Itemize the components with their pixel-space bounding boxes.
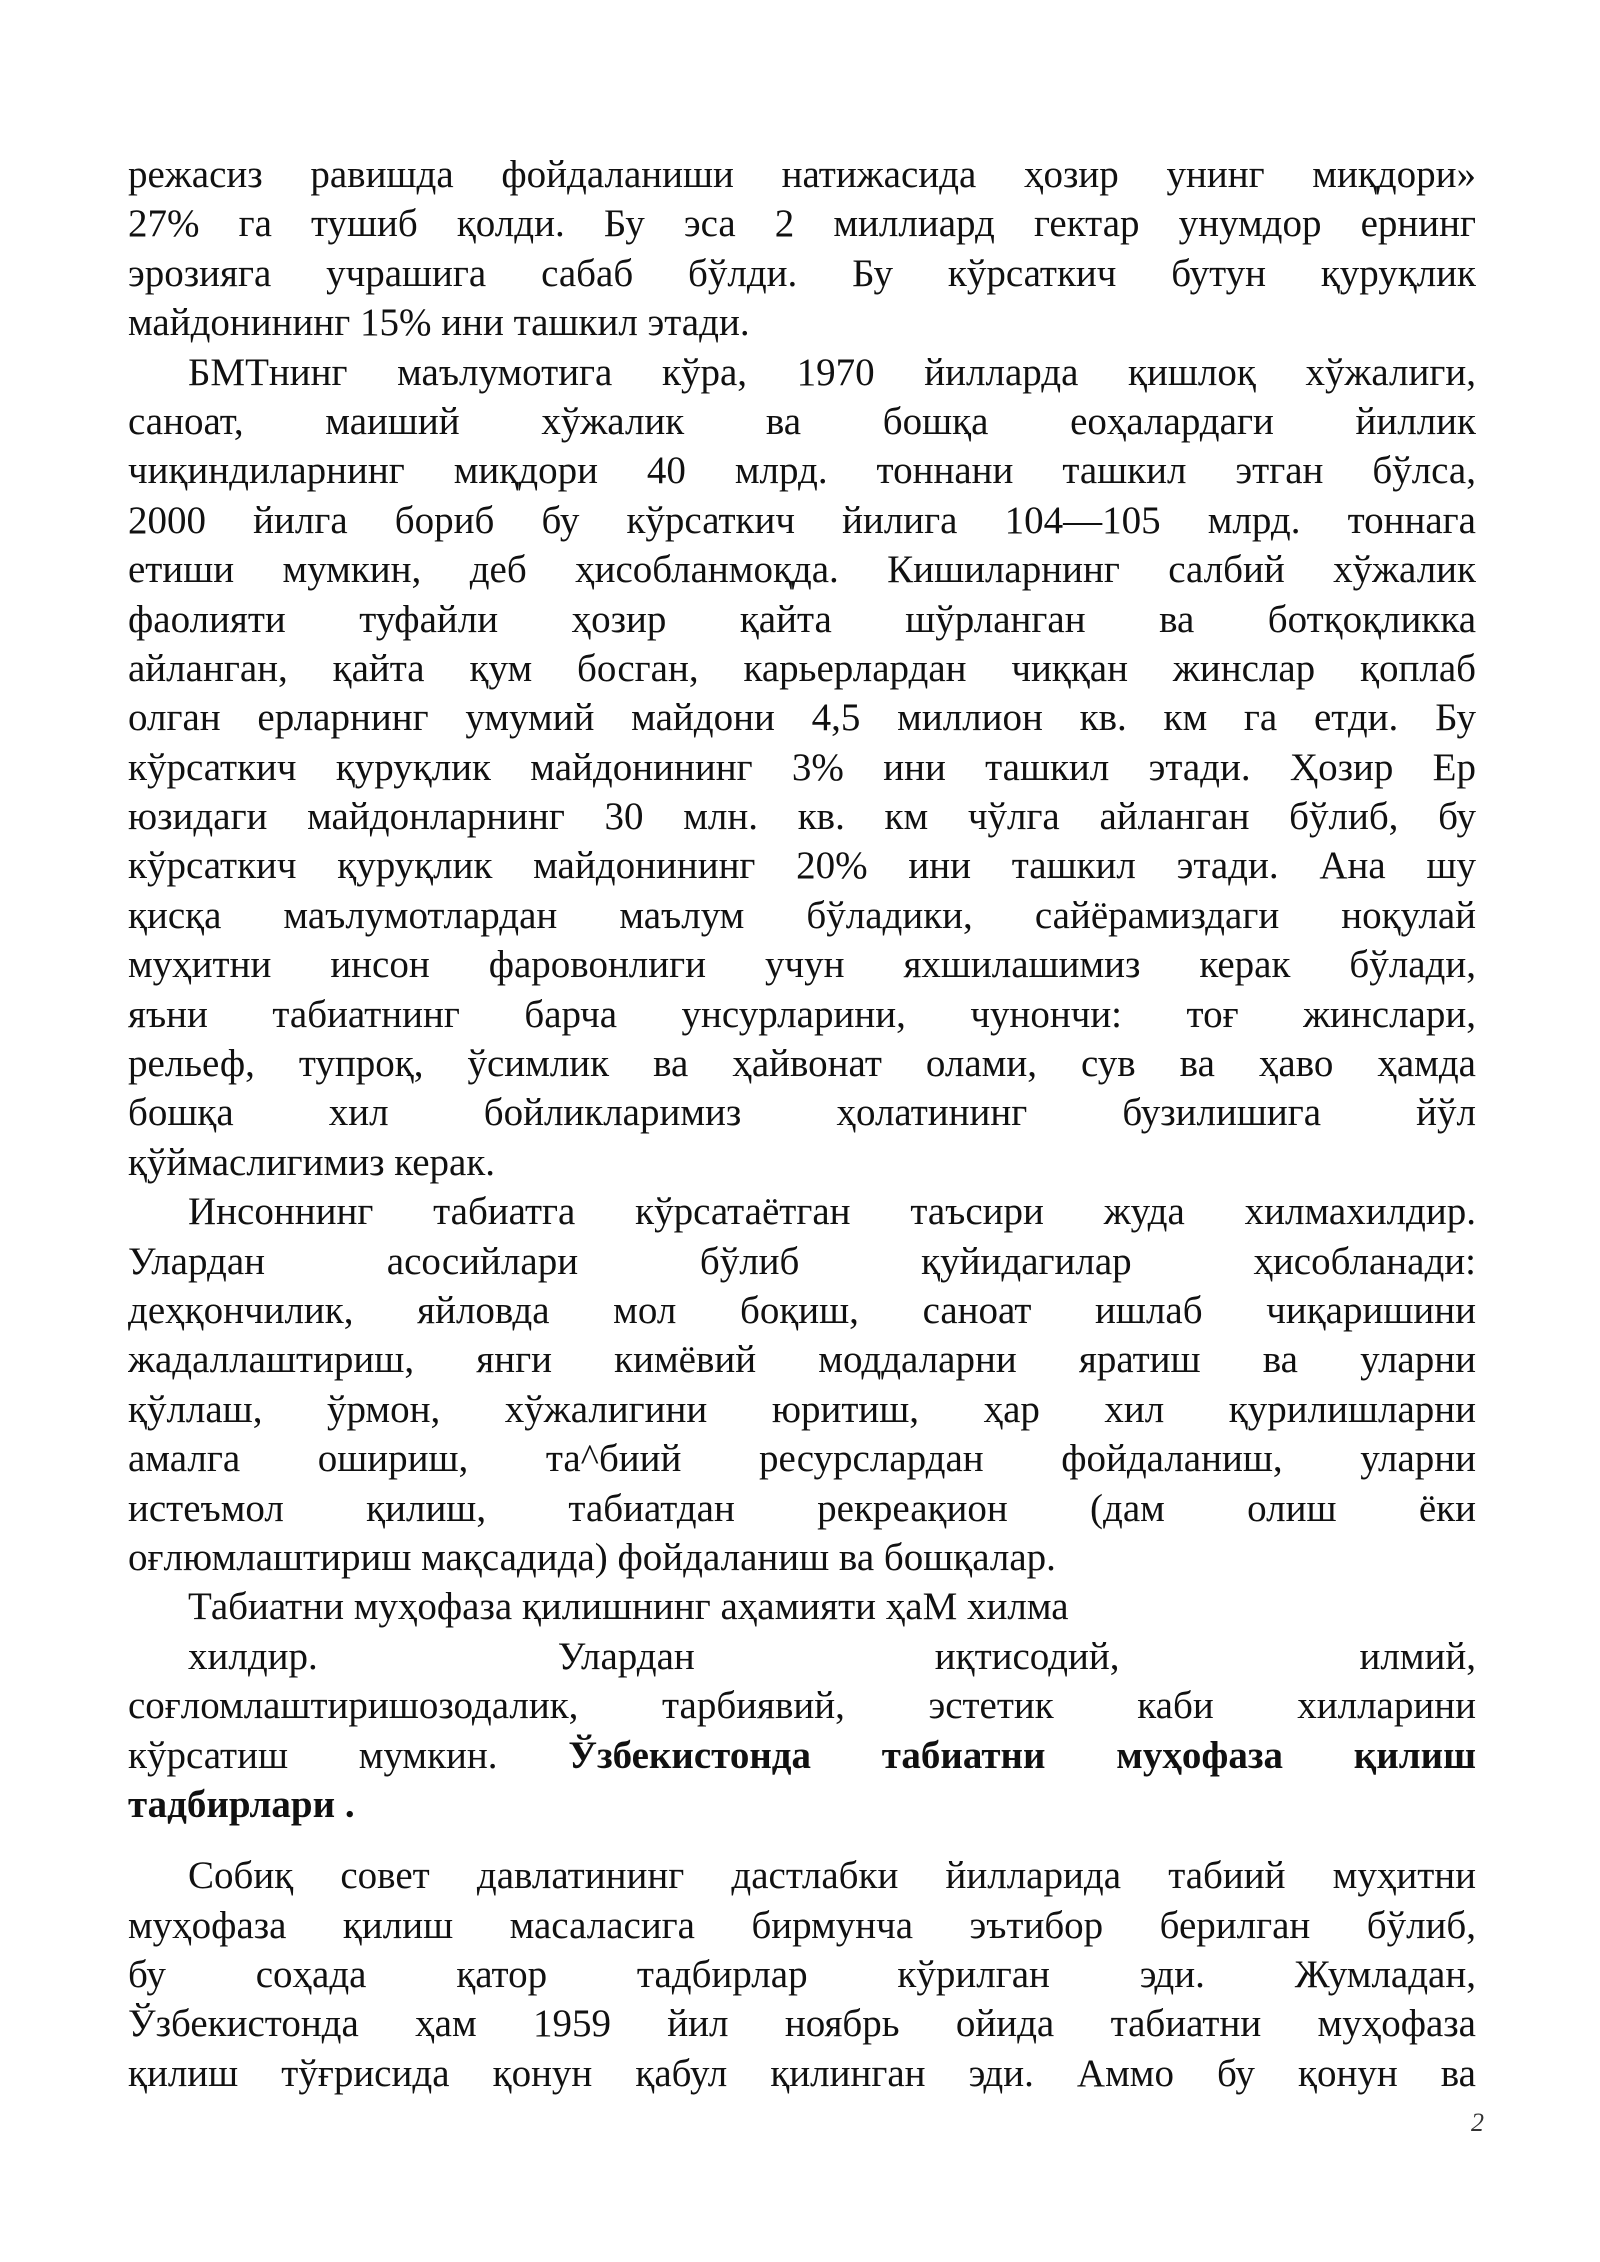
text-line: фаолияти туфайли ҳозир қайта шўрланган ва ботқоқликка [128, 597, 1476, 641]
text-line: муҳофаза қилиш масаласига бирмунча эътибор берилган бўлиб, [128, 1903, 1476, 1947]
text-line: Табиатни муҳофаза қилишнинг аҳамияти ҳаМ хилма [188, 1585, 1069, 1629]
text-line: қўймаслигимиз керак. [128, 1140, 496, 1184]
text-line: кўрсаткич қуруқлик майдонининг 20% ини ташкил этади. Ана шу [128, 844, 1476, 888]
text-line: рельеф, тупроқ, ўсимлик ва ҳайвонат олами, сув ва ҳаво ҳамда [128, 1042, 1476, 1086]
text-line: олган ерларнинг умумий майдони 4,5 миллион кв. км га етди. Бу [128, 696, 1476, 740]
text-line: қилиш тўғрисида қонун қабул қилинган эди. Аммо бу қонун ва [128, 2051, 1476, 2095]
text-line: саноат, маиший хўжалик ва бошқа еоҳалардаги йиллик [128, 399, 1476, 443]
text-line: чиқиндиларнинг миқдори 40 млрд. тоннани ташкил этган бўлса, [128, 449, 1476, 493]
text-line: айланган, қайта қум босган, карьерлардан чиққан жинслар қоплаб [128, 646, 1476, 690]
document-body [128, 150, 1476, 2098]
text-line: Инсоннинг табиатга кўрсатаётган таъсири жуда хилмахилдир. [188, 1190, 1476, 1234]
text-line: майдонининг 15% ини ташкил этади. [128, 301, 750, 345]
text-line: деҳқончилик, яйловда мол боқиш, саноат ишлаб чиқаришини [128, 1288, 1476, 1332]
text-run: кўрсатиш мумкин. [128, 1733, 498, 1777]
text-line: жадаллаштириш, янги кимёвий моддаларни яратиш ва уларни [128, 1338, 1476, 1382]
text-line: амалга ошириш, та^биий ресурслардан фойдаланиш, уларни [128, 1437, 1476, 1481]
text-line: муҳитни инсон фаровонлиги учун яхшилашимиз керак бўлади, [128, 943, 1476, 987]
text-line: қисқа маълумотлардан маълум бўладики, сайёрамиздаги ноқулай [128, 893, 1476, 937]
section-heading: Ўзбекистонда табиатни муҳофаза қилиш [568, 1733, 1476, 1777]
text-line: бу соҳада қатор тадбирлар кўрилган эди. Жумладан, [128, 1953, 1476, 1997]
text-line: бошқа хил бойликларимиз ҳолатининг бузилишига йўл [128, 1091, 1476, 1135]
text-line: яъни табиатнинг барча унсурларини, чунончи: тоғ жинслари, [128, 992, 1476, 1036]
text-line: Ўзбекистонда ҳам 1959 йил ноябрь ойида табиатни муҳофаза [128, 2002, 1476, 2046]
text-line: соғломлаштиришозодалик, тарбиявий, эстетик каби хилларини [128, 1684, 1476, 1728]
text-line: 27% га тушиб қолди. Бу эса 2 миллиард гектар унумдор ернинг [128, 202, 1476, 246]
text-line: эрозияга учрашига сабаб бўлди. Бу кўрсаткич бутун қуруқлик [128, 251, 1476, 295]
text-line: хилдир. Улардан иқтисодий, илмий, [188, 1634, 1476, 1678]
text-line: Улардан асосийлари бўлиб қуйидагилар ҳисобланади: [128, 1239, 1476, 1283]
page-number: 2 [1471, 2108, 1484, 2137]
text-line [128, 1731, 1476, 1780]
section-heading-end: тадбирлари . [128, 1782, 355, 1826]
text-line: режасиз равишда фойдаланиши натижасида ҳозир унинг миқдори» [128, 153, 1476, 196]
text-line: юзидаги майдонларнинг 30 млн. кв. км чўлга айланган бўлиб, бу [128, 795, 1476, 839]
paragraph-gap [128, 1829, 1476, 1851]
text-line: истеъмол қилиш, табиатдан рекреақион (дам олиш ёки [128, 1486, 1476, 1530]
text-line: қўллаш, ўрмон, хўжалигини юритиш, ҳар хил қурилишларни [128, 1387, 1476, 1431]
text-line: 2000 йилга бориб бу кўрсаткич йилига 104—105 млрд. тоннага [128, 498, 1476, 542]
text-line: кўрсаткич қуруқлик майдонининг 3% ини ташкил этади. Ҳозир Ер [128, 745, 1476, 789]
text-line: Собиқ совет давлатининг дастлабки йилларида табиий муҳитни [188, 1854, 1476, 1898]
text-line: оғлюмлаштириш мақсадида) фойдаланиш ва бошқалар. [128, 1535, 1056, 1579]
text-line: БМТнинг маълумотига кўра, 1970 йилларда қишлоқ хўжалиги, [188, 350, 1476, 394]
text-line: етиши мумкин, деб ҳисобланмоқда. Кишиларнинг салбий хўжалик [128, 548, 1476, 592]
